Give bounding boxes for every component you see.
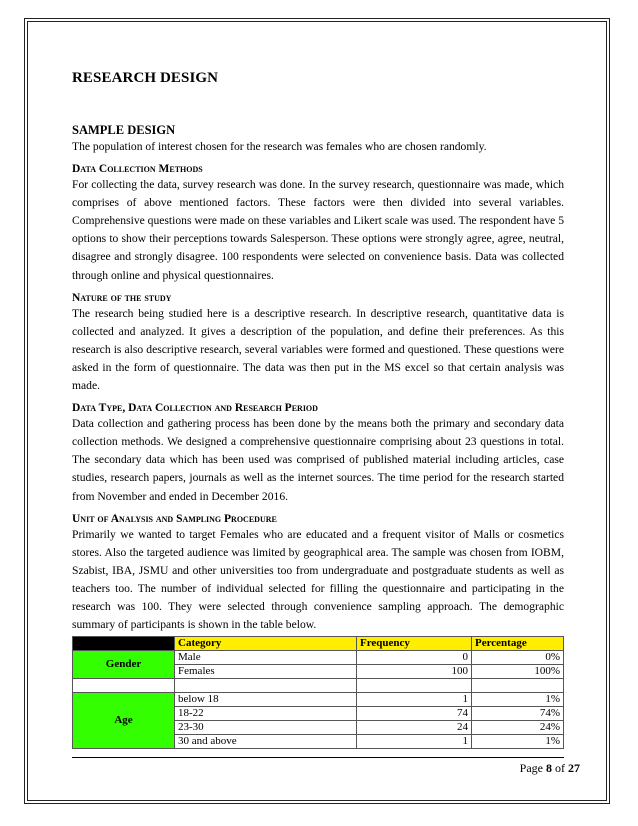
section-text-nature: The research being studied here is a descriptive research. In descriptive research, quantitative data is collected and analyzed. It gives a description of the population, and define their preferences. As this research is also descriptive research, several variables were formed and questioned. These questions were asked in the form of questionnaire. The data was then put in the MS excel so that certain analysis was made. [72,306,564,393]
table-cell: 24 [357,721,472,735]
table-header-category: Category [175,637,357,651]
page-number-of: of [555,761,565,775]
section-text-sample-design: The population of interest chosen for the research was females who are chosen randomly. [72,140,487,153]
table-cell: 100 [357,665,472,679]
table-cell: 23-30 [175,721,357,735]
table-cell: below 18 [175,693,357,707]
section-heading-data-collection: Data Collection Methods [72,163,203,176]
table-cell: 0 [357,651,472,665]
table-cell: 0% [472,651,564,665]
table-cell: Male [175,651,357,665]
page-number-prefix: Page [519,761,543,775]
table-cell: 1 [357,735,472,749]
demographic-table [72,636,564,749]
table-row [73,651,564,665]
group-label-gender: Gender [73,651,175,679]
section-heading-nature: Nature of the study [72,291,172,304]
table-header-percentage: Percentage [472,637,564,651]
table-cell [472,679,564,693]
footer-divider [72,757,564,758]
section-text-data-collection: For collecting the data, survey research was done. In the survey research, questionnaire was made, which comprises of above mentioned factors. These factors were then divided into several variables. Comprehensive questions were made on these variables and Likert scale was used. The respondent have 5 options to show their perceptions towards Salesperson. These options were strongly agree, agree, neutral, disagree and strongly disagree. 100 respondents were selected on convenience basis. Data was collected through online and physical questionnaires. [72,178,564,282]
table-cell: 1% [472,735,564,749]
page-number [520,761,580,776]
section-heading-data-type: Data Type, Data Collection and Research Period [72,402,318,415]
table-header-corner [73,637,175,651]
table-cell: 30 and above [175,735,357,749]
table-spacer-row [73,679,564,693]
page-content [72,70,564,749]
table-cell [73,679,175,693]
table-cell [175,679,357,693]
table-cell: 100% [472,665,564,679]
table-cell: 1% [472,693,564,707]
table-header-frequency: Frequency [357,637,472,651]
section-text-unit-of-analysis: Primarily we wanted to target Females who are educated and a frequent visitor of Malls or cosmetics stores. Also the targeted audience was limited by geographical area. The sample was chosen from IOBM, Szabist, IBA, JSMU and other universities too from undergraduate and postgraduate students as well as teachers too. The number of individual selected for filling the questionnaire and participating in the research was 100. They were selected through convenience sampling approach. The demographic summary of participants is shown in the table below. [72,527,564,632]
page-number-current: 8 [546,761,552,775]
table-row [73,693,564,707]
table-cell: 74% [472,707,564,721]
page-number-total: 27 [568,761,580,775]
section-heading-sample-design: SAMPLE DESIGN [72,123,176,137]
table-cell: 24% [472,721,564,735]
table-cell: 18-22 [175,707,357,721]
table-cell [357,679,472,693]
section-text-data-type: Data collection and gathering process has been done by the means both the primary and secondary data collection methods. We designed a comprehensive questionnaire comprising about 23 questions in total. The secondary data which has been used was comprised of published material including articles, case studies, research papers, journals as well as the internet sources. The time period for the research started from November and ended in December 2016. [72,417,564,503]
section-heading-unit-of-analysis: Unit of Analysis and Sampling Procedure [72,512,277,525]
table-cell: Females [175,665,357,679]
table-cell: 74 [357,707,472,721]
table-cell: 1 [357,693,472,707]
group-label-age: Age [73,693,175,749]
page-title: RESEARCH DESIGN [72,70,219,86]
table-header-row [73,637,564,651]
